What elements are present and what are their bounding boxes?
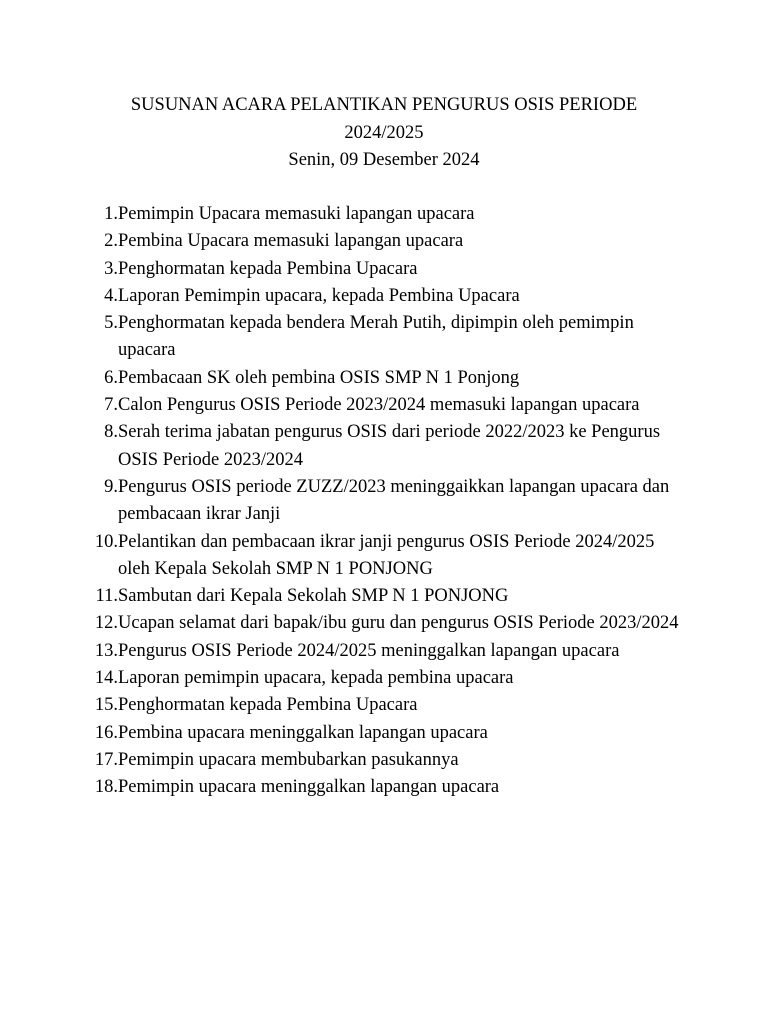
agenda-item-number: 15. (94, 695, 118, 716)
agenda-item (80, 583, 690, 610)
agenda-item-text: Calon Pengurus OSIS Periode 2023/2024 memasuki lapangan upacara (118, 395, 640, 416)
agenda-item-text: Pemimpin Upacara memasuki lapangan upacara (118, 204, 475, 224)
agenda-item-text: Pembacaan SK oleh pembina OSIS SMP N 1 Ponjong (118, 367, 520, 388)
agenda-item-text: Penghormatan kepada Pembina Upacara (118, 695, 418, 716)
agenda-item-number: 16. (94, 722, 118, 743)
agenda-item (80, 283, 690, 310)
document-title-line-1: SUSUNAN ACARA PELANTIKAN PENGURUS OSIS PERIODE (130, 95, 638, 115)
agenda-item-number: 14. (94, 668, 118, 689)
agenda-item (80, 720, 690, 747)
agenda-item (80, 201, 690, 228)
agenda-item (80, 638, 690, 665)
agenda-item-number: 12. (94, 613, 118, 634)
agenda-item (80, 474, 690, 529)
agenda-item-number: 1. (104, 204, 118, 224)
agenda-item-text: Pengurus OSIS periode ZUZZ/2023 meninggaikkan lapangan upacara dan pembacaan ikrar Janji (118, 476, 670, 525)
agenda-item (80, 665, 690, 692)
agenda-item (80, 692, 690, 719)
document-header (90, 92, 678, 175)
agenda-item-text: Pengurus OSIS Periode 2024/2025 meninggalkan lapangan upacara (118, 640, 620, 661)
agenda-item-text: Penghormatan kepada bendera Merah Putih, dipimpin oleh pemimpin upacara (118, 313, 634, 361)
agenda-item-number: 7. (104, 395, 118, 416)
agenda-item-number: 9. (104, 476, 118, 497)
agenda-item-text: Pemimpin upacara membubarkan pasukannya (118, 749, 459, 770)
agenda-item-text: Pemimpin upacara meninggalkan lapangan upacara (118, 777, 500, 798)
agenda-item-number: 4. (104, 285, 118, 306)
document-date: Senin, 09 Desember 2024 (288, 150, 480, 170)
agenda-item (80, 529, 690, 584)
agenda-item-text: Serah terima jabatan pengurus OSIS dari periode 2022/2023 ke Pengurus OSIS Periode 2023/2024 (118, 422, 661, 470)
agenda-item (80, 365, 690, 392)
agenda-list (80, 201, 690, 802)
agenda-item (80, 419, 690, 474)
agenda-item-number: 6. (104, 367, 118, 388)
agenda-item-text: Pelantikan dan pembacaan ikrar janji pengurus OSIS Periode 2024/2025 oleh Kepala Sekolah SMP N 1 PONJONG (118, 531, 655, 579)
agenda-item-text: Penghormatan kepada Pembina Upacara (118, 258, 418, 279)
agenda-item-number: 8. (104, 422, 118, 443)
agenda-item-text: Sambutan dari Kepala Sekolah SMP N 1 PONJONG (118, 586, 509, 607)
document-title-line-2: 2024/2025 (344, 122, 424, 143)
agenda-item (80, 310, 690, 365)
agenda-item (80, 774, 690, 801)
agenda-item-number: 3. (104, 258, 118, 279)
agenda-item-number: 5. (104, 313, 118, 334)
agenda-item (80, 256, 690, 283)
agenda-item-number: 11. (95, 586, 118, 607)
agenda-item-number: 10. (94, 531, 118, 552)
agenda-item-text: Laporan pemimpin upacara, kepada pembina upacara (118, 668, 514, 689)
agenda-item-text: Pembina Upacara memasuki lapangan upacara (118, 231, 464, 252)
agenda-item-number: 18. (94, 777, 118, 798)
agenda-item-number: 13. (94, 640, 118, 661)
agenda-item-number: 2. (104, 231, 118, 252)
agenda-item (80, 747, 690, 774)
agenda-item-text: Pembina upacara meninggalkan lapangan upacara (118, 722, 488, 743)
agenda-item (80, 392, 690, 419)
agenda-item-number: 17. (94, 749, 118, 770)
agenda-item (80, 228, 690, 255)
agenda-item-text: Laporan Pemimpin upacara, kepada Pembina Upacara (118, 285, 520, 306)
agenda-item-text: Ucapan selamat dari bapak/ibu guru dan pengurus OSIS Periode 2023/2024 (118, 613, 679, 634)
agenda-item (80, 610, 690, 637)
